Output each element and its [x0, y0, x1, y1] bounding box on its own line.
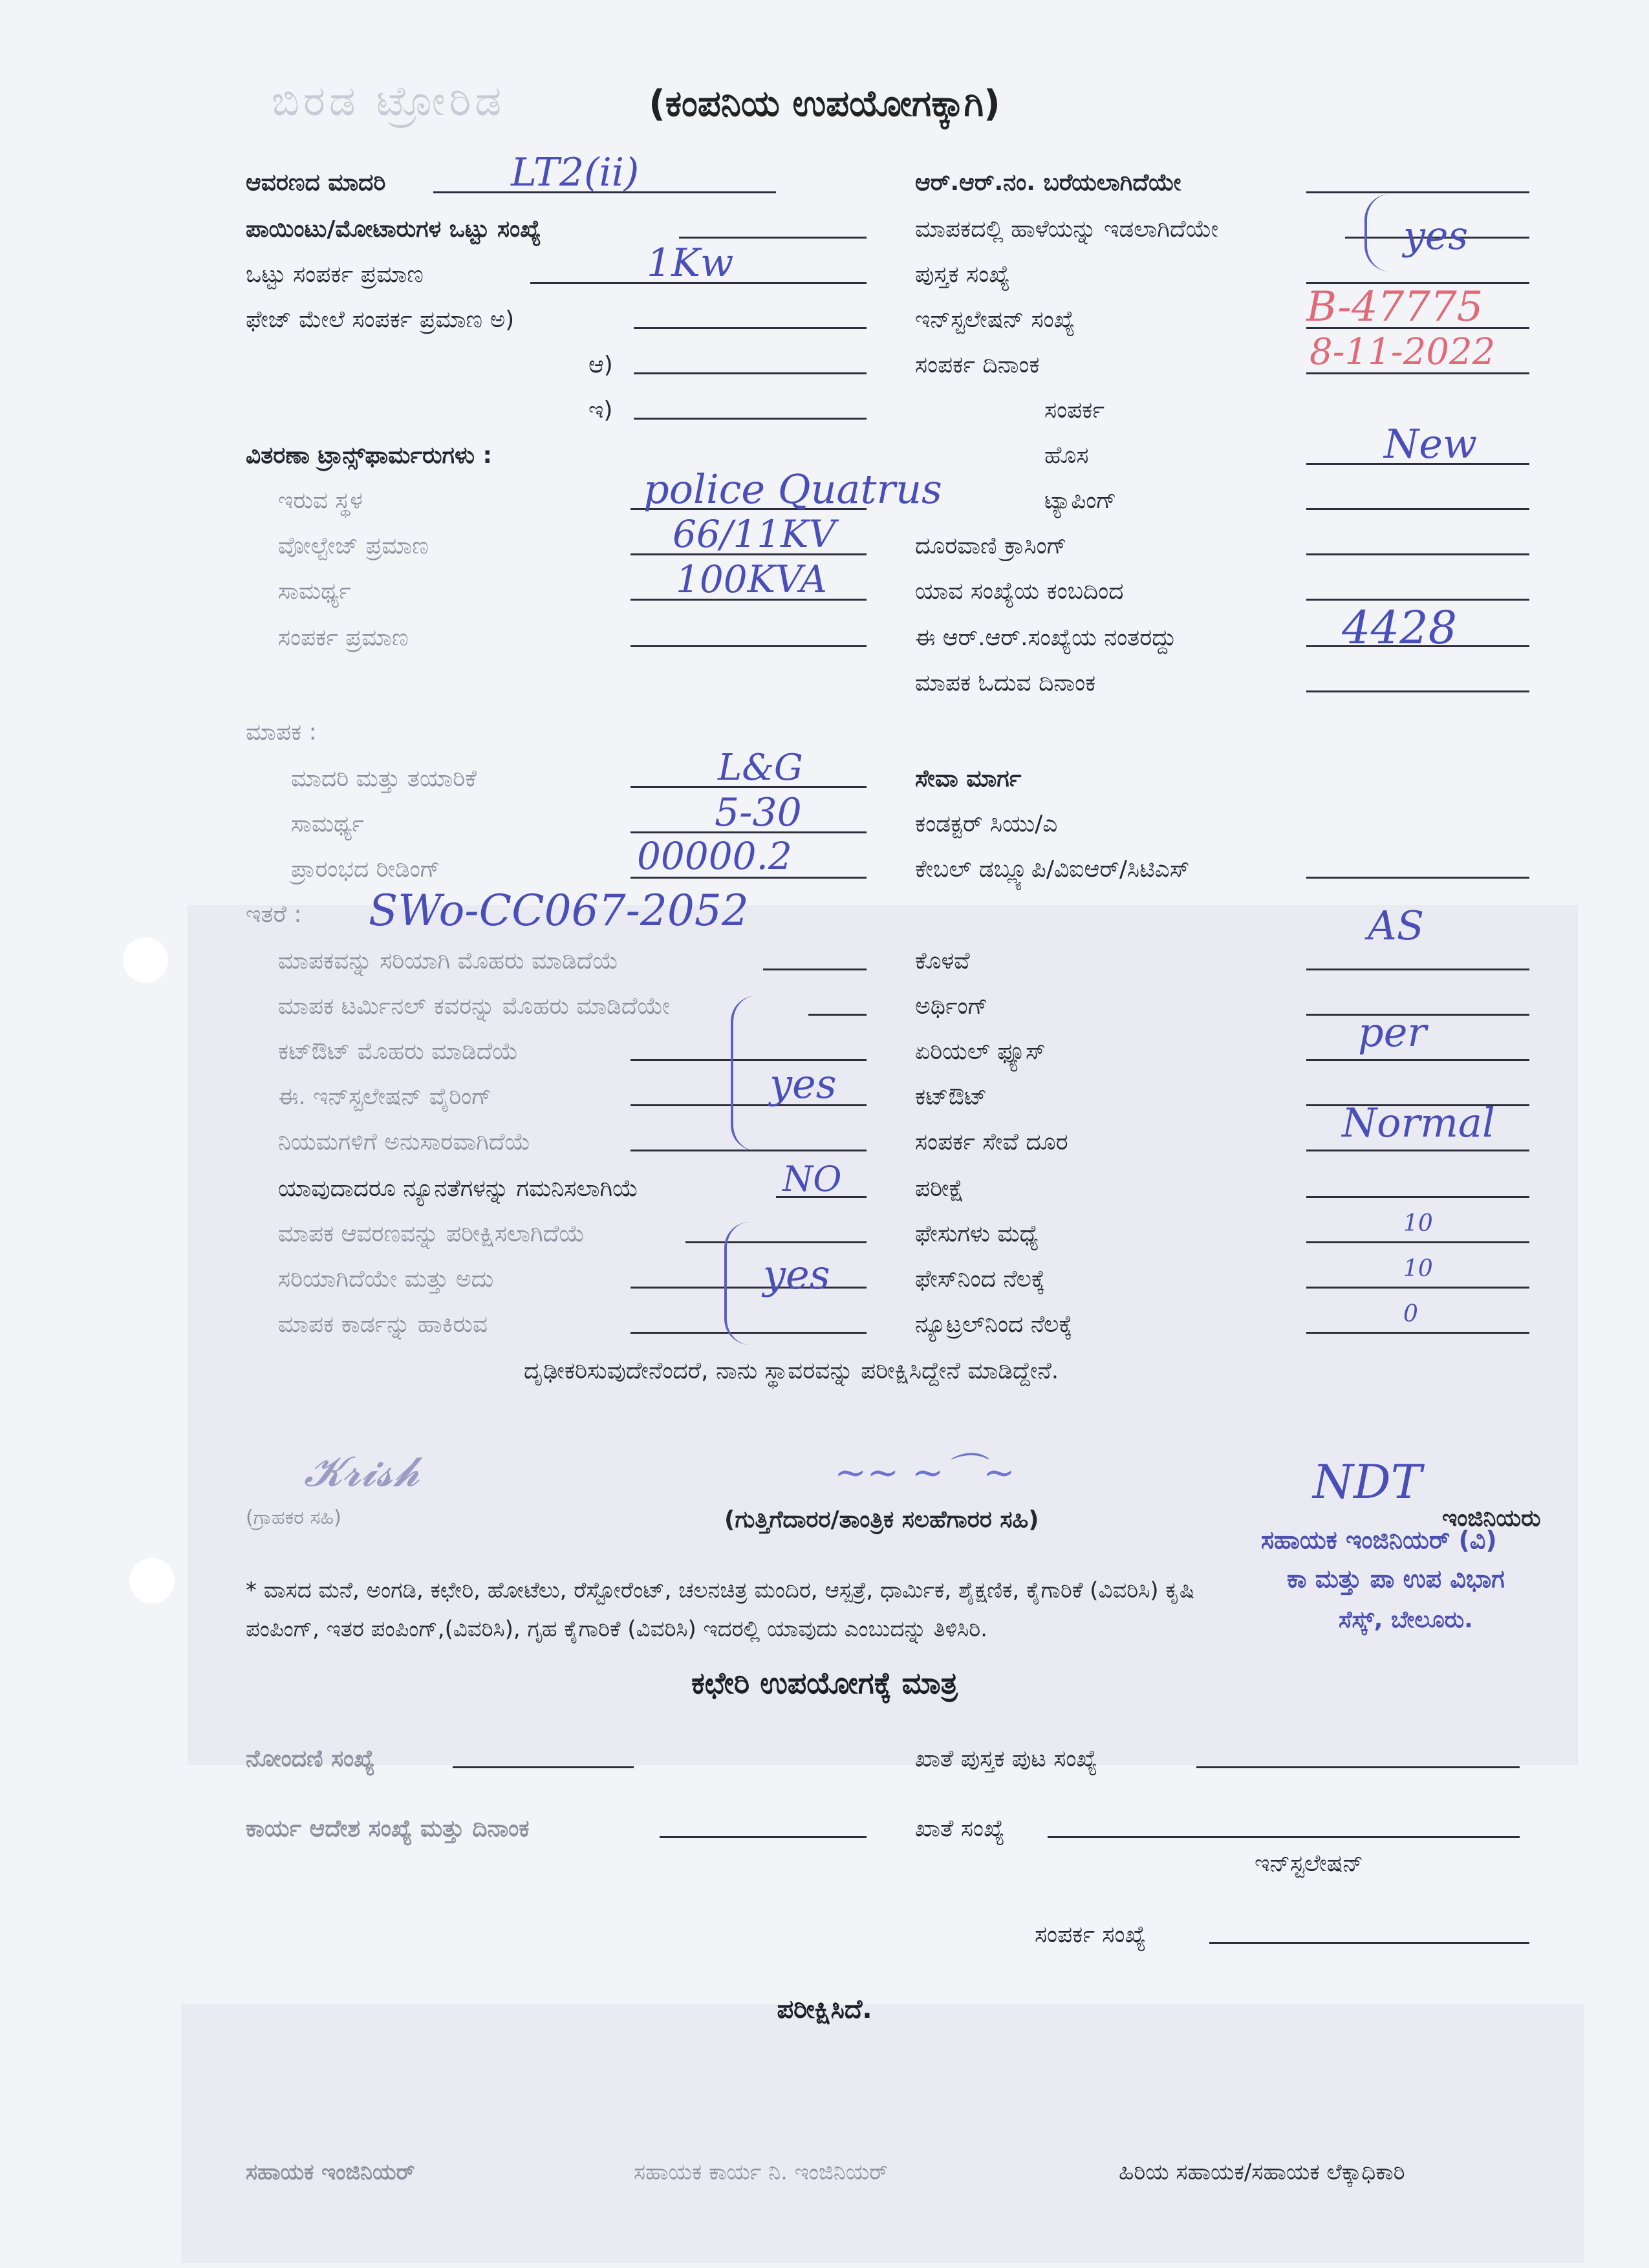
total-load-label: ಒಟ್ಟು ಸಂಪರ್ಕ ಪ್ರಮಾಣ — [246, 261, 424, 288]
connection-no-label: ಸಂಪರ್ಕ ಸಂಖ್ಯೆ — [1035, 1921, 1147, 1948]
punch-hole — [123, 937, 168, 983]
certify-text: ದೃಢೀಕರಿಸುವುದೇನೆಂದರೆ, ನಾನು ಸ್ಥಾವರವನ್ನು ಪರೀಕ್ಷಿಸಿದ್ದೇನೆ ಮಾಡಿದ್ದೇನೆ. — [524, 1358, 1059, 1384]
brace-mark — [1364, 194, 1393, 272]
rules-ok-label: ನಿಯಮಗಳಿಗೆ ಅನುಸಾರವಾಗಿದೆಯೆ — [278, 1129, 531, 1155]
serial-heading: ಇತರೆ : — [246, 901, 302, 928]
telephone-crossing-label: ದೂರವಾಣಿ ಕ್ರಾಸಿಂಗ್ — [915, 533, 1067, 559]
rr-written-line — [1306, 191, 1529, 193]
points-total-line — [679, 237, 867, 239]
meter-capacity-value: 5-30 — [715, 790, 802, 835]
initial-reading-value: 00000.2 — [637, 834, 792, 878]
new-label: ಹೊಸ — [1044, 442, 1089, 469]
cutout-sealed-label: ಕಟ್‌ಔಟ್ ಮೊಹರು ಮಾಡಿದೆಯೆ — [278, 1038, 519, 1065]
purpose-line1: * ವಾಸದ ಮನೆ, ಅಂಗಡಿ, ಕಛೇರಿ, ಹೋಟೆಲು, ರೆಸ್ಟೋರೆಂಟ್, ಚಲನಚಿತ್ರ ಮಂದಿರ, ಆಸ್ಪತ್ರೆ, ಧಾರ್ಮಿಕ, ಶೈಕ್ಷಣಿಕ, ಕೈಗಾರಿಕೆ (ವಿವರಿಸಿ) ಕೃಷಿ — [246, 1578, 1194, 1603]
engineer-signature: NDT — [1313, 1455, 1422, 1509]
defects-value: NO — [782, 1159, 842, 1199]
between-phases-value: 10 — [1403, 1210, 1433, 1237]
contractor-signature: ~~ ~⌒~ — [834, 1450, 1016, 1495]
after-rr-value: 4428 — [1342, 601, 1458, 654]
work-order-label: ಕಾರ್ಯ ಆದೇಶ ಸಂಖ್ಯೆ ಮತ್ತು ದಿನಾಂಕ — [246, 1815, 530, 1842]
test-line — [1306, 1196, 1529, 1198]
asst-exec-engineer-label: ಸಹಾಯಕ ಕಾರ್ಯ ನಿ. ಇಂಜಿನಿಯರ್ — [634, 2159, 889, 2185]
cover-type-label: ಆವರಣದ ಮಾದರಿ — [246, 169, 386, 196]
service-distance-label: ಸಂಪರ್ಕ ಸೇವೆ ದೂರ — [915, 1129, 1068, 1155]
location-label: ಇರುವ ಸ್ಥಳ — [278, 487, 363, 514]
office-stamp-line2: ಕಾ ಮತ್ತು ಪಾ ಉಪ ವಿಭಾಗ — [1287, 1565, 1505, 1593]
from-pole-line — [1306, 599, 1529, 601]
meter-kept-label: ಮಾಪಕದಲ್ಲಿ ಹಾಳೆಯನ್ನು ಇಡಲಾಗಿದೆಯೇ — [915, 216, 1219, 242]
asst-engineer-label: ಸಹಾಯಕ ಇಂಜಿನಿಯರ್ — [246, 2159, 415, 2185]
connection-label: ಸಂಪರ್ಕ — [1044, 397, 1105, 423]
service-distance-line — [1306, 1150, 1529, 1151]
phase-earth-value: 10 — [1403, 1256, 1433, 1282]
phase-earth-line — [1306, 1287, 1529, 1289]
aerial-fuse-value: per — [1358, 1009, 1427, 1056]
account-no-line — [1048, 1836, 1520, 1838]
after-rr-label: ಈ ಆರ್.ಆರ್.ಸಂಖ್ಯೆಯ ನಂತರದ್ದು — [915, 625, 1177, 651]
neutral-earth-value: 0 — [1403, 1301, 1418, 1327]
rr-written-label: ಆರ್.ಆರ್.ನಂ. ಬರೆಯಲಾಗಿದೆಯೇ — [915, 169, 1181, 196]
terminal-sealed-label: ಮಾಪಕ ಟರ್ಮಿನಲ್ ಕವರನ್ನು ಮೊಹರು ಮಾಡಿದೆಯೇ — [278, 993, 670, 1020]
meter-sealed-label: ಮಾಪಕವನ್ನು ಸರಿಯಾಗಿ ಮೊಹರು ಮಾಡಿದೆಯೆ — [278, 948, 619, 974]
cover-type-value: LT2(ii) — [511, 150, 640, 195]
meter-serial-value: SWo-CC067-2052 — [369, 886, 749, 936]
installation-label: ಇನ್‌ಸ್ಟಲೇಷನ್ — [1255, 1850, 1364, 1877]
earthing-label: ಅರ್ಥಿಂಗ್ — [915, 993, 988, 1020]
between-phases-line — [1306, 1241, 1529, 1243]
test-label: ಪರೀಕ್ಷೆ — [915, 1175, 964, 1202]
neutral-earth-line — [1306, 1332, 1529, 1334]
service-route-label: ಸೇವಾ ಮಾರ್ಗ — [915, 765, 1022, 792]
installation-no-label: ಇನ್‌ಸ್ಟಲೇಷನ್ ಸಂಖ್ಯೆ — [915, 306, 1075, 333]
connection-date-value: 8-11-2022 — [1310, 331, 1496, 373]
installation-no-value: B-47775 — [1306, 283, 1483, 331]
from-pole-label: ಯಾವ ಸಂಖ್ಯೆಯ ಕಂಬದಿಂದ — [915, 578, 1124, 604]
account-no-label: ಖಾತೆ ಸಂಖ್ಯೆ — [915, 1815, 1005, 1842]
phase-load-sub-a: ಆ) — [588, 352, 613, 378]
meter-kept-value: yes — [1403, 213, 1469, 259]
ledger-page-label: ಖಾತೆ ಪುಸ್ತಕ ಪುಟ ಸಂಖ್ಯೆ — [915, 1746, 1097, 1772]
transformer-heading: ವಿತರಣಾ ಟ್ರಾನ್ಸ್‌ಫಾರ್ಮರುಗಳು : — [246, 442, 492, 469]
scan-shadow-region-bottom — [181, 2004, 1584, 2263]
connection-load-label: ಸಂಪರ್ಕ ಪ್ರಮಾಣ — [278, 625, 409, 651]
office-use-heading: ಕಛೇರಿ ಉಪಯೋಗಕ್ಕೆ ಮಾತ್ರ — [691, 1665, 958, 1700]
voltage-value: 66/11KV — [673, 512, 836, 556]
meter-reading-date-label: ಮಾಪಕ ಓದುವ ದಿನಾಂಕ — [915, 670, 1096, 696]
pipe-value: AS — [1368, 902, 1425, 949]
accounts-officer-label: ಹಿರಿಯ ಸಹಾಯಕ/ಸಹಾಯಕ ಲೆಕ್ಕಾಧಿಕಾರಿ — [1119, 2159, 1405, 2185]
initial-reading-label: ಪ್ರಾರಂಭದ ರೀಡಿಂಗ್ — [291, 856, 440, 883]
wiring-label: ಈ. ಇನ್‌ಸ್ಟಲೇಷನ್ ವೈರಿಂಗ್ — [278, 1084, 492, 1110]
terminal-sealed-line — [808, 1014, 867, 1016]
telephone-crossing-line — [1306, 553, 1529, 555]
between-phases-label: ಫೇಸುಗಳು ಮಧ್ಯೆ — [915, 1221, 1039, 1247]
cover-yes-value: yes — [763, 1251, 830, 1298]
meter-reading-date-line — [1306, 690, 1529, 692]
brace-mark — [731, 996, 766, 1151]
location-value: police Quatrus — [643, 465, 942, 513]
pipe-line — [1306, 968, 1529, 970]
capacity-label: ಸಾಮರ್ಥ್ಯ — [278, 578, 351, 604]
voltage-label: ವೋಲ್ಟೇಜ್ ಪ್ರಮಾಣ — [278, 533, 429, 559]
cover-checked-line — [685, 1241, 867, 1243]
tapping-label: ಟ್ಯಾಪಿಂಗ್ — [1044, 487, 1117, 514]
defects-label: ಯಾವುದಾದರೂ ನ್ಯೂನತೆಗಳನ್ನು ಗಮನಿಸಲಾಗಿಯೆ — [278, 1175, 639, 1202]
phase-load-sub-i: ಇ) — [588, 397, 613, 423]
verified-label: ಪರೀಕ್ಷಿಸಿದೆ. — [777, 1995, 872, 2024]
office-stamp-line3: ಸೆಸ್ಕ್, ಬೇಲೂರು. — [1339, 1607, 1473, 1633]
ledger-page-line — [1196, 1766, 1520, 1768]
pipe-label: ಕೊಳವೆ — [915, 948, 970, 974]
service-distance-value: Normal — [1342, 1099, 1495, 1146]
purpose-line2: ಪಂಪಿಂಗ್, ಇತರ ಪಂಪಿಂಗ್,(ವಿವರಿಸಿ), ಗೃಹ ಕೈಗಾರಿಕೆ (ವಿವರಿಸಿ) ಇದರಲ್ಲಿ ಯಾವುದು ಎಂಬುದನ್ನು ತಿಳಿಸಿರಿ. — [246, 1616, 987, 1642]
cable-label: ಕೇಬಲ್ ಡಬ್ಲ್ಯೂಪಿ/ವಿಐಆರ್/ಸಿಟಿಎಸ್ — [915, 856, 1190, 883]
contractor-sign-label: (ಗುತ್ತಿಗೆದಾರರ/ತಾಂತ್ರಿಕ ಸಲಹೆಗಾರರ ಸಹಿ) — [724, 1506, 1039, 1533]
engineer-sign-label: ಇಂಜಿನಿಯರು — [1442, 1505, 1541, 1532]
sub-a-line — [634, 372, 867, 374]
cable-line — [1306, 877, 1529, 879]
owner-sign-label: (ಗ್ರಾಹಕರ ಸಹಿ) — [246, 1506, 341, 1529]
punch-hole — [129, 1558, 175, 1603]
brace-mark — [724, 1222, 759, 1345]
conductor-label: ಕಂಡಕ್ಟರ್ ಸಿಯು/ಎ — [915, 811, 1058, 837]
checks-yes-value: yes — [770, 1060, 837, 1107]
working-label: ಸರಿಯಾಗಿದೆಯೇ ಮತ್ತು ಅದು — [278, 1266, 494, 1292]
new-value: New — [1384, 420, 1478, 467]
registry-no-label: ನೋಂದಣಿ ಸಂಖ್ಯೆ — [246, 1746, 375, 1772]
aerial-fuse-label: ಏರಿಯಲ್ ಫ್ಯೂಸ್ — [915, 1038, 1046, 1065]
fixed-label: ಮಾಪಕ ಕಾರ್ಡನ್ನು ಹಾಕಿರುವ — [278, 1311, 488, 1338]
make-value: L&G — [718, 747, 803, 789]
total-load-value: 1Kw — [647, 241, 734, 286]
cover-checked-label: ಮಾಪಕ ಆವರಣವನ್ನು ಪರೀಕ್ಷಿಸಲಾಗಿದೆಯೆ — [278, 1221, 585, 1247]
ghost-title: ಬಿರಡ ಟ್ರೋರಿಡ — [272, 78, 506, 125]
sub-i-line — [634, 418, 867, 420]
office-stamp-line1: ಸಹಾಯಕ ಇಂಜಿನಿಯರ್ (ವಿ) — [1261, 1526, 1497, 1554]
work-order-line — [660, 1836, 867, 1838]
owner-signature: 𝓚𝓻𝓲𝓼𝓱 — [304, 1448, 420, 1496]
make-label: ಮಾದರಿ ಮತ್ತು ತಯಾರಿಕೆ — [291, 765, 477, 792]
points-total-label: ಪಾಯಿಂಟು/ಮೋಟಾರುಗಳ ಒಟ್ಟು ಸಂಖ್ಯೆ — [246, 216, 541, 242]
meter-capacity-label: ಸಾಮರ್ಥ್ಯ — [291, 811, 364, 837]
meter-sealed-line — [763, 968, 867, 970]
aerial-fuse-line — [1306, 1059, 1529, 1061]
form-title: (ಕಂಪನಿಯ ಉಪಯೋಗಕ್ಕಾಗಿ) — [649, 83, 1000, 125]
rules-ok-line — [630, 1150, 867, 1151]
phase-load-label: ಫೇಜ್ ಮೇಲೆ ಸಂಪರ್ಕ ಪ್ರಮಾಣ ಅ) — [246, 306, 515, 333]
cutout-label: ಕಟ್‌ಔಟ್ — [915, 1084, 987, 1110]
phase-load-line — [634, 327, 867, 329]
capacity-value: 100KVA — [676, 557, 827, 601]
connection-date-label: ಸಂಪರ್ಕ ದಿನಾಂಕ — [915, 352, 1040, 378]
meter-heading: ಮಾಪಕ : — [246, 719, 317, 745]
tapping-line — [1306, 508, 1529, 510]
connection-no-line — [1209, 1942, 1529, 1944]
registry-no-line — [453, 1766, 634, 1768]
phase-earth-label: ಫೇಸ್‌ನಿಂದ ನೆಲಕ್ಕೆ — [915, 1266, 1046, 1292]
book-no-label: ಪುಸ್ತಕ ಸಂಖ್ಯೆ — [915, 261, 1010, 288]
neutral-earth-label: ನ್ಯೂಟ್ರಲ್‌ನಿಂದ ನೆಲಕ್ಕೆ — [915, 1311, 1073, 1338]
connection-load-line — [630, 645, 867, 647]
